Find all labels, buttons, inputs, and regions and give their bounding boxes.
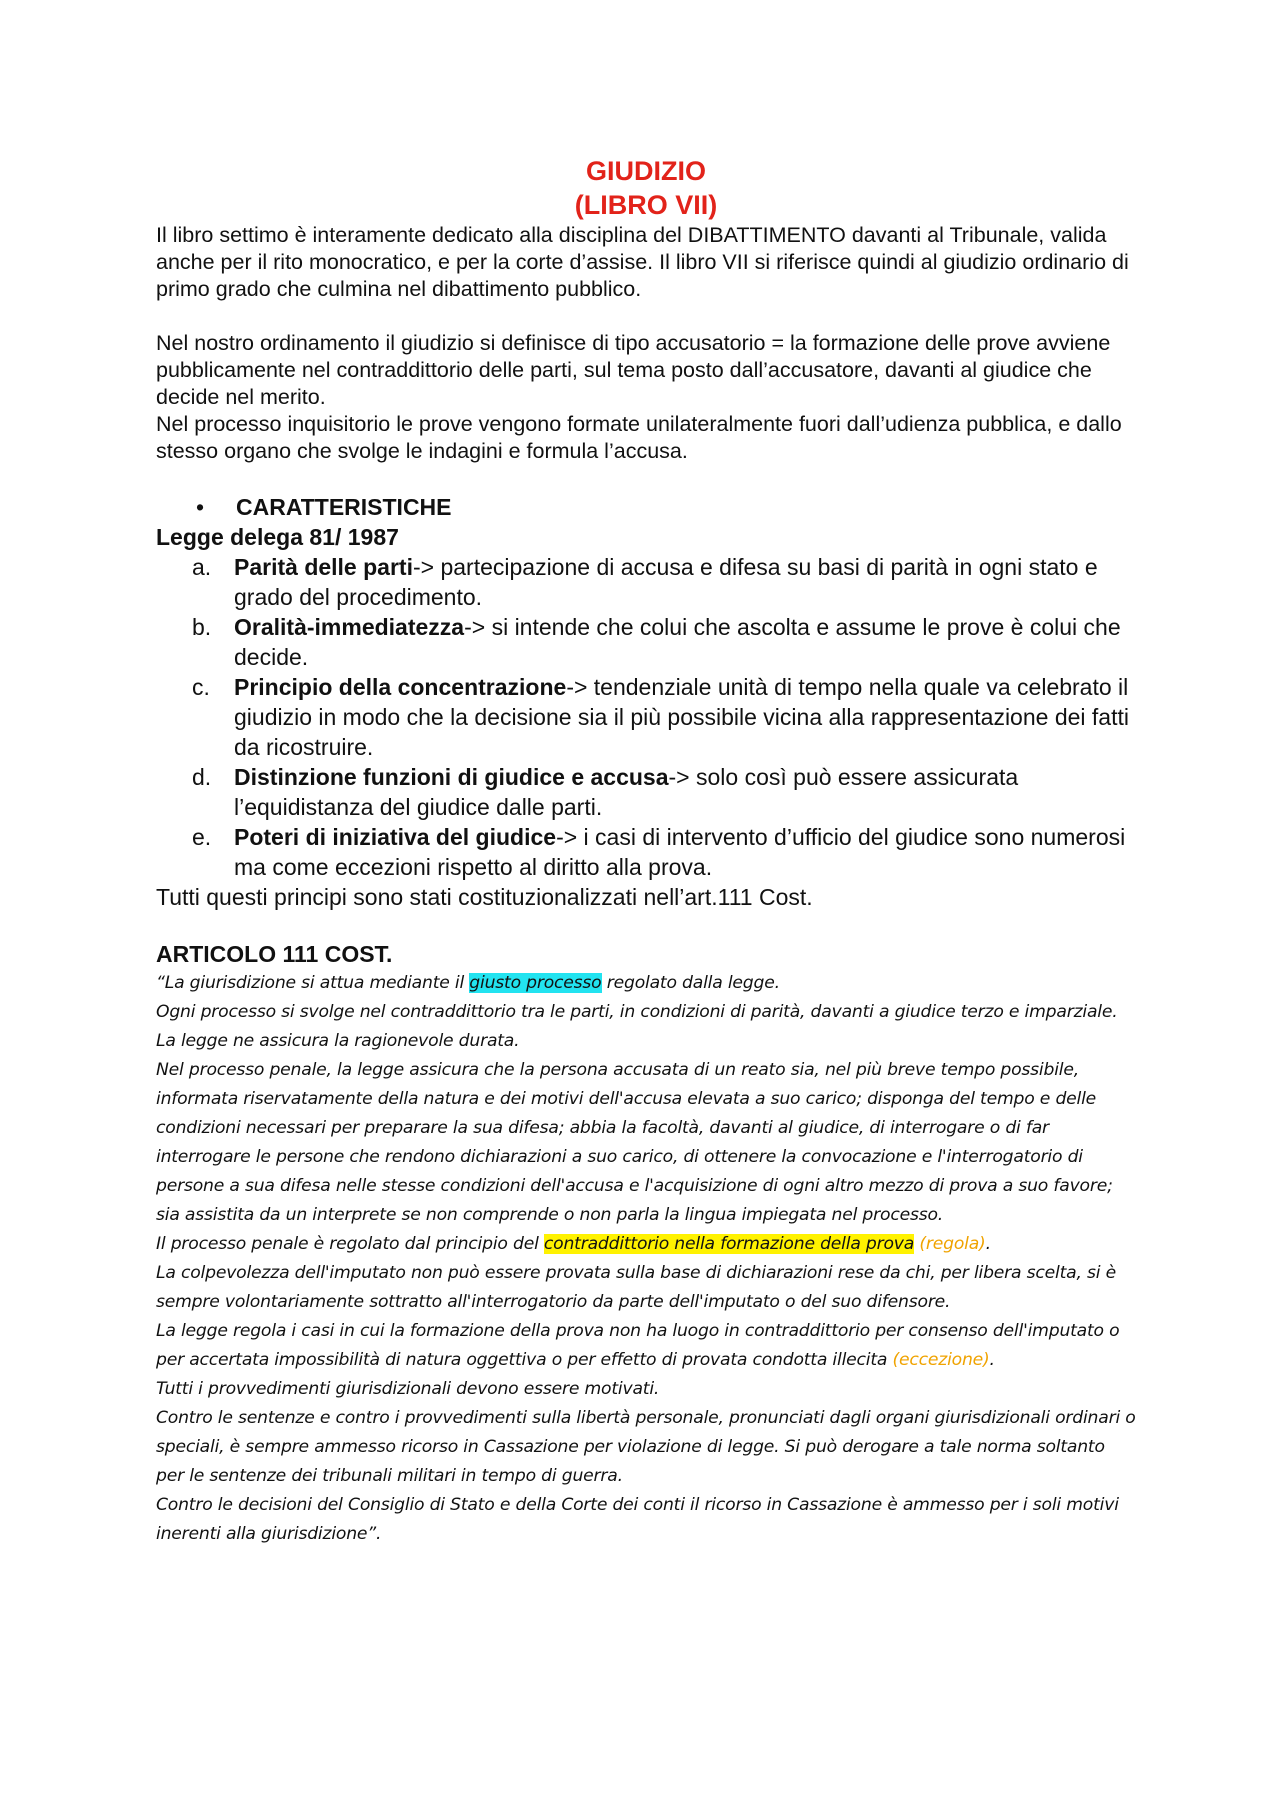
principle-text: -> solo così può essere assicurata l’equidistanza del giudice dalle parti. [234,764,1019,820]
articolo-paragraph-8: Contro le sentenze e contro i provvedimenti sulla libertà personale, pronunciati dagli organi giurisdizionali ordinari o speciali, è sempre ammesso ricorso in Cassazione per violazione di legge. Si può derogare a tale norma soltanto per le sentenze dei tribunali militari in tempo di guerra. [156,1408,1136,1486]
text-span: Il processo penale è regolato dal principio del [156,1234,544,1254]
articolo-paragraph-5: La colpevolezza dell'imputato non può essere provata sulla base di dichiarazioni rese da chi, per libera scelta, si è sempre volontariamente sottratto all'interrogatorio da parte dell'imputato o del suo difensore. [156,1263,1116,1312]
list-item [156,762,1136,822]
list-letter: c. [192,674,210,700]
caratteristiche-heading [156,492,1136,522]
note-eccezione: (eccezione) [887,1350,990,1370]
articolo-paragraph-2: Ogni processo si svolge nel contraddittorio tra le parti, in condizioni di parità, davanti a giudice terzo e imparziale. La legge ne assicura la ragionevole durata. [156,1002,1118,1051]
highlight-contraddittorio: contraddittorio nella formazione della prova [543,1234,915,1254]
inquisitorio-paragraph: Nel processo inquisitorio le prove vengono formate unilateralmente fuori dall’udienza pubblica, e dallo stesso organo che svolge le indagini e formula l’accusa. [156,412,1122,463]
spacer [156,912,1136,939]
list-letter: d. [192,764,212,790]
spacer [156,303,1136,330]
principle-term: Parità delle parti [234,554,413,580]
text-span: regolato dalla legge. [601,973,780,993]
principles-list [156,552,1136,882]
articolo-paragraph-9: Contro le decisioni del Consiglio di Stato e della Corte dei conti il ricorso in Cassazione è ammesso per i soli motivi inerenti alla giurisdizione”. [156,1495,1119,1544]
principle-text: -> i casi di intervento d’ufficio del giudice sono numerosi ma come eccezioni rispetto al diritto alla prova. [234,824,1126,880]
document-content [156,154,1136,1549]
list-letter: e. [192,824,212,850]
articolo-paragraph-7: Tutti i provvedimenti giurisdizionali devono essere motivati. [156,1379,660,1399]
list-item [156,612,1136,672]
legge-delega-heading: Legge delega 81/ 1987 [156,524,399,550]
note-regola: (regola) [914,1234,986,1254]
articolo-paragraph-3: Nel processo penale, la legge assicura che la persona accusata di un reato sia, nel più breve tempo possibile, informata riservatamente della natura e dei motivi dell'accusa elevata a suo carico; disponga del tempo e delle condizioni necessari per preparare la sua difesa; abbia la facoltà, davanti al giudice, di interrogare o di far interrogare le persone che rendono dichiarazioni a suo carico, di ottenere la convocazione e l'interrogatorio di persone a sua difesa nelle stesse condizioni dell'accusa e l'acquisizione di ogni altro mezzo di prova a suo favore; sia assistita da un interprete se non comprende o non parla la lingua impiegata nel processo. [156,1060,1113,1225]
principle-text: -> si intende che colui che ascolta e assume le prove è colui che decide. [234,614,1121,670]
page-title: GIUDIZIO [586,156,706,186]
accusatorio-paragraph: Nel nostro ordinamento il giudizio si definisce di tipo accusatorio = la formazione delle prove avviene pubblicamente nel contraddittorio delle parti, sul tema posto dall’accusatore, davanti al giudice che decide nel merito. [156,331,1111,409]
intro-paragraph: Il libro settimo è interamente dedicato alla disciplina del DIBATTIMENTO davanti al Tribunale, valida anche per il rito monocratico, e per la corte d’assise. Il libro VII si riferisce quindi al giudizio ordinario di primo grado che culmina nel dibattimento pubblico. [156,223,1129,301]
list-letter: b. [192,614,212,640]
principle-term: Poteri di iniziativa del giudice [234,824,557,850]
list-item [156,822,1136,882]
spacer [156,465,1136,492]
closing-sentence: Tutti questi principi sono stati costituzionalizzati nell’art.111 Cost. [156,884,813,910]
page-subtitle: (LIBRO VII) [574,190,718,220]
list-letter: a. [192,554,212,580]
articolo-paragraph-6 [156,1317,1136,1375]
highlight-giusto-processo: giusto processo [469,973,602,993]
articolo-heading: ARTICOLO 111 COST. [156,941,393,967]
articolo-paragraph-4 [156,1230,1136,1259]
principle-text: -> partecipazione di accusa e difesa su basi di parità in ogni stato e grado del procedimento. [234,554,1098,610]
bullet-icon: • [196,494,205,520]
principle-term: Principio della concentrazione [234,674,567,700]
principle-term: Oralità-immediatezza [234,614,465,640]
text-span: “La giurisdizione si attua mediante il [156,973,470,993]
text-span: . [989,1350,995,1370]
list-item [156,672,1136,762]
articolo-paragraph-1 [156,969,1136,998]
list-item [156,552,1136,612]
text-span: . [985,1234,991,1254]
principle-text: -> tendenziale unità di tempo nella quale va celebrato il giudizio in modo che la decisione sia il più possibile vicina alla rappresentazione dei fatti da ricostruire. [234,674,1129,760]
principle-term: Distinzione funzioni di giudice e accusa [234,764,669,790]
text-span: La legge regola i casi in cui la formazione della prova non ha luogo in contraddittorio per consenso dell'imputato o per accertata impossibilità di natura oggettiva o per effetto di provata condotta illecita [156,1321,1120,1370]
caratteristiche-label: CARATTERISTICHE [236,494,452,520]
